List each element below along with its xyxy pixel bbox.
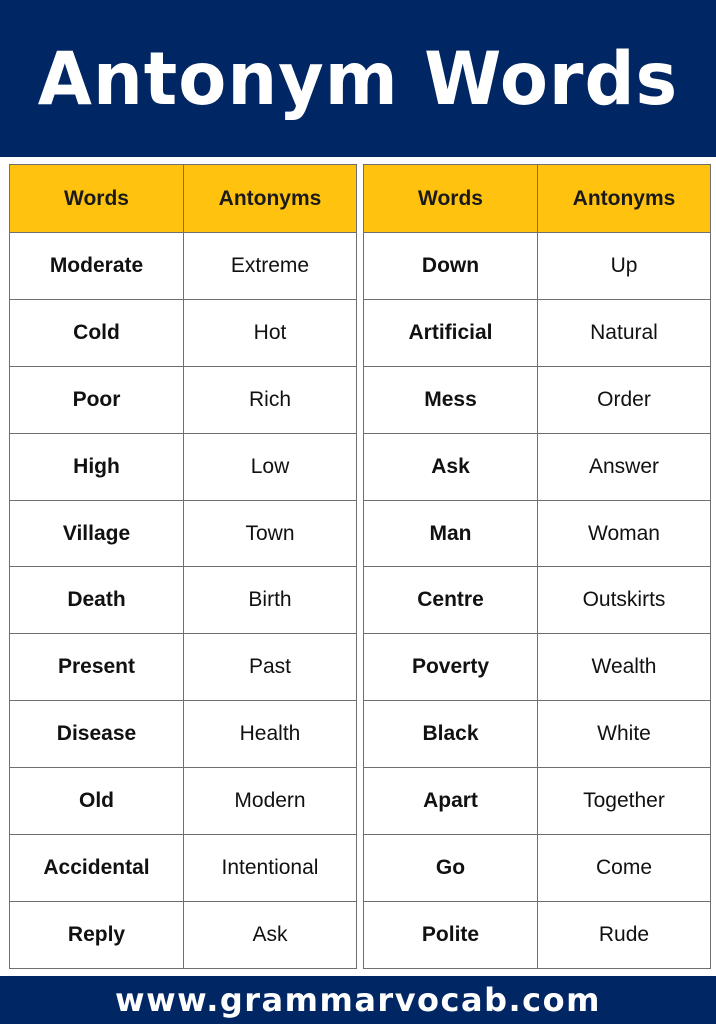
- antonym-cell: Natural: [538, 299, 711, 366]
- table-row: [364, 634, 711, 701]
- table-row: [364, 835, 711, 902]
- table-row: [364, 366, 711, 433]
- antonym-cell: Modern: [184, 768, 357, 835]
- table-row: [10, 901, 357, 968]
- antonym-cell: Wealth: [538, 634, 711, 701]
- antonym-cell: Low: [184, 433, 357, 500]
- word-cell: Poverty: [364, 634, 538, 701]
- column-header-antonyms: Antonyms: [538, 165, 711, 233]
- table-row: [10, 500, 357, 567]
- header-banner: [0, 0, 716, 157]
- page-title: Antonym Words: [37, 35, 679, 122]
- word-cell: Cold: [10, 299, 184, 366]
- word-cell: Centre: [364, 567, 538, 634]
- antonym-cell: White: [538, 701, 711, 768]
- table-row: [364, 433, 711, 500]
- word-cell: Go: [364, 835, 538, 902]
- word-cell: Reply: [10, 901, 184, 968]
- word-cell: Death: [10, 567, 184, 634]
- word-cell: Man: [364, 500, 538, 567]
- word-cell: High: [10, 433, 184, 500]
- antonym-cell: Outskirts: [538, 567, 711, 634]
- table-row: [10, 768, 357, 835]
- table-row: [364, 500, 711, 567]
- table-row: [364, 768, 711, 835]
- antonym-cell: Woman: [538, 500, 711, 567]
- antonym-cell: Answer: [538, 433, 711, 500]
- word-cell: Apart: [364, 768, 538, 835]
- table-row: [10, 433, 357, 500]
- column-header-antonyms: Antonyms: [184, 165, 357, 233]
- antonym-cell: Town: [184, 500, 357, 567]
- antonym-table-right: [363, 164, 711, 969]
- word-cell: Mess: [364, 366, 538, 433]
- column-header-words: Words: [364, 165, 538, 233]
- word-cell: Artificial: [364, 299, 538, 366]
- table-header-row: [364, 165, 711, 233]
- table-header-row: [10, 165, 357, 233]
- table-row: [364, 299, 711, 366]
- antonym-cell: Birth: [184, 567, 357, 634]
- antonym-cell: Ask: [184, 901, 357, 968]
- table-row: [10, 634, 357, 701]
- table-row: [10, 366, 357, 433]
- website-url: www.grammarvocab.com: [115, 981, 601, 1019]
- footer-banner: [0, 976, 716, 1024]
- antonym-cell: Rich: [184, 366, 357, 433]
- word-cell: Village: [10, 500, 184, 567]
- word-cell: Accidental: [10, 835, 184, 902]
- table-row: [10, 233, 357, 300]
- word-cell: Polite: [364, 901, 538, 968]
- table-row: [364, 233, 711, 300]
- antonym-table-left: [9, 164, 357, 969]
- word-cell: Black: [364, 701, 538, 768]
- antonym-cell: Come: [538, 835, 711, 902]
- table-row: [10, 567, 357, 634]
- antonym-cell: Rude: [538, 901, 711, 968]
- word-cell: Disease: [10, 701, 184, 768]
- antonym-cell: Past: [184, 634, 357, 701]
- table-row: [10, 701, 357, 768]
- antonym-cell: Up: [538, 233, 711, 300]
- antonym-cell: Health: [184, 701, 357, 768]
- antonym-cell: Order: [538, 366, 711, 433]
- table-row: [10, 835, 357, 902]
- antonym-cell: Extreme: [184, 233, 357, 300]
- word-cell: Ask: [364, 433, 538, 500]
- table-row: [364, 567, 711, 634]
- antonym-cell: Intentional: [184, 835, 357, 902]
- antonym-cell: Hot: [184, 299, 357, 366]
- table-row: [10, 299, 357, 366]
- word-cell: Old: [10, 768, 184, 835]
- table-row: [364, 701, 711, 768]
- word-cell: Moderate: [10, 233, 184, 300]
- word-cell: Present: [10, 634, 184, 701]
- word-cell: Poor: [10, 366, 184, 433]
- word-cell: Down: [364, 233, 538, 300]
- column-header-words: Words: [10, 165, 184, 233]
- antonym-cell: Together: [538, 768, 711, 835]
- table-row: [364, 901, 711, 968]
